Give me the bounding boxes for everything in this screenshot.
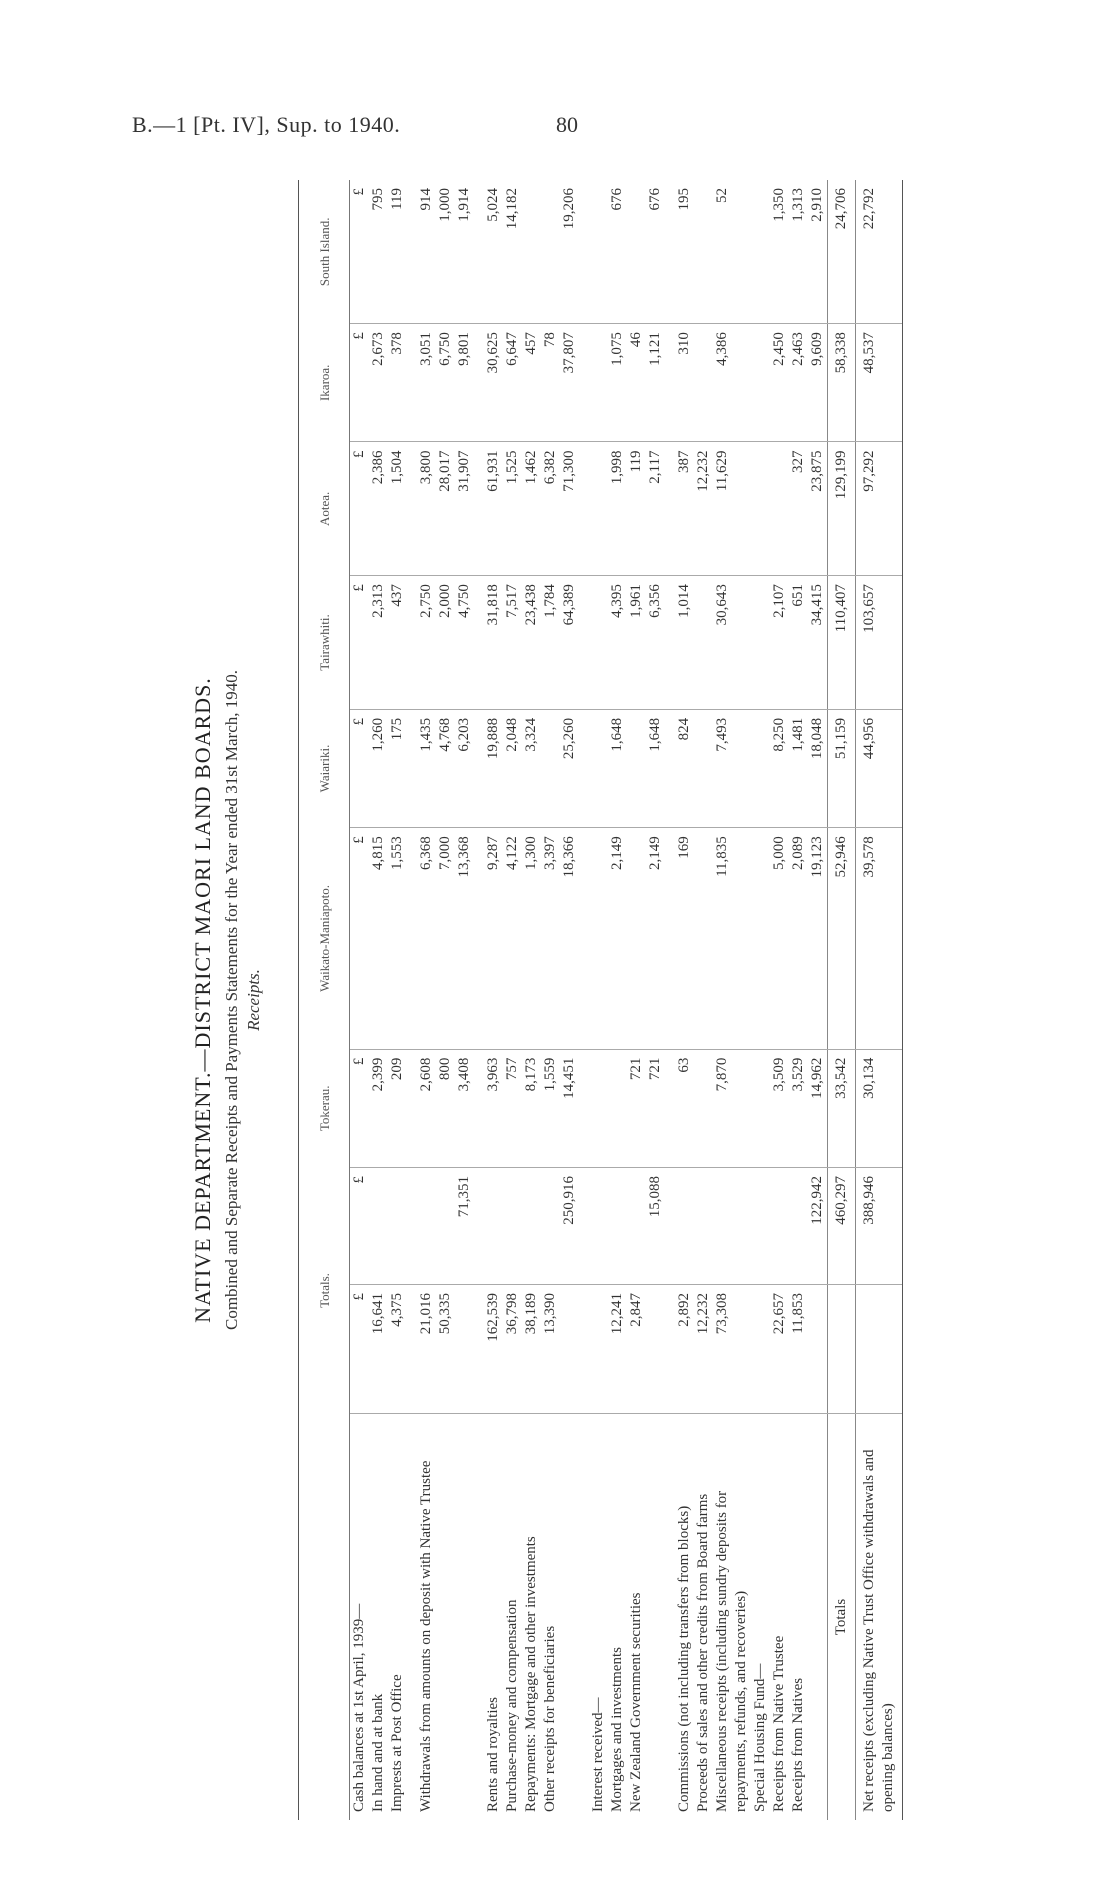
cell: 6,382 xyxy=(541,442,560,576)
row-label: Totals xyxy=(828,1414,856,1821)
cell: 6,750 xyxy=(436,324,455,442)
cell: 1,648 xyxy=(608,709,627,827)
cell xyxy=(369,1168,388,1285)
cell: 3,800 xyxy=(417,442,436,576)
cell xyxy=(541,180,560,324)
col-waikato: Waikato-Maniapoto. xyxy=(299,828,350,1049)
cell: 37,807 xyxy=(560,324,579,442)
page-number: 80 xyxy=(556,112,578,137)
cell: 1,313 xyxy=(789,180,808,324)
cell: 2,107 xyxy=(770,576,789,710)
housing-head: Special Housing Fund— xyxy=(752,1663,768,1812)
table-row xyxy=(770,180,789,1820)
cell: 914 xyxy=(417,180,436,324)
cell: 52 xyxy=(713,180,751,324)
col-tairawhiti: Tairawhiti. xyxy=(299,576,350,710)
cell: 44,956 xyxy=(856,709,903,827)
cell: 824 xyxy=(675,709,694,827)
cell: 9,609 xyxy=(808,324,828,442)
cell: 162,539 xyxy=(484,1285,503,1414)
cell: 1,014 xyxy=(675,576,694,710)
cell: 11,853 xyxy=(789,1285,808,1414)
section-head-row xyxy=(589,180,608,1820)
row-label: Repayments: Mortgage and other investments xyxy=(523,1536,539,1812)
section-title: Receipts. xyxy=(244,969,263,1031)
cell: 21,016 xyxy=(417,1285,436,1414)
subtotal: 250,916 xyxy=(560,1168,579,1285)
cell: 676 xyxy=(608,180,627,324)
cell: 61,931 xyxy=(484,442,503,576)
cell: 6,356 xyxy=(646,576,665,710)
table-row xyxy=(675,180,694,1820)
cell: 9,287 xyxy=(484,828,503,1049)
cell xyxy=(608,1049,627,1167)
currency-symbol: £ xyxy=(350,442,370,576)
cell: 39,578 xyxy=(856,828,903,1049)
totals-row xyxy=(828,180,856,1820)
cell: 119 xyxy=(627,442,646,576)
cell xyxy=(541,709,560,827)
cell: 1,504 xyxy=(388,442,407,576)
cell: 16,641 xyxy=(369,1285,388,1414)
cell xyxy=(627,180,646,324)
table-row xyxy=(503,180,522,1820)
cell: 8,250 xyxy=(770,709,789,827)
cell: 31,907 xyxy=(455,442,474,576)
cell: 3,529 xyxy=(789,1049,808,1167)
table-row xyxy=(417,180,436,1820)
document-subtitle: Combined and Separate Receipts and Payments Statements for the Year ended 31st March, 1940. xyxy=(222,669,241,1331)
currency-symbol: £ xyxy=(350,1168,370,1285)
row-label: Miscellaneous receipts (including sundry deposits for repayments, refunds, and recoveries) xyxy=(714,1490,749,1812)
table-row xyxy=(484,180,503,1820)
cell: 2,000 xyxy=(436,576,455,710)
cell xyxy=(417,1168,436,1285)
cell: 387 xyxy=(675,442,694,576)
cell: 378 xyxy=(388,324,407,442)
cell: 1,462 xyxy=(522,442,541,576)
cell: 14,451 xyxy=(560,1049,579,1167)
cell: 721 xyxy=(627,1049,646,1167)
cell: 8,173 xyxy=(522,1049,541,1167)
cell: 12,241 xyxy=(608,1285,627,1414)
cell: 209 xyxy=(388,1049,407,1167)
subtotal-row xyxy=(560,180,579,1820)
cell: 310 xyxy=(675,324,694,442)
cell: 22,657 xyxy=(770,1285,789,1414)
cell: 110,407 xyxy=(828,576,856,710)
row-label: New Zealand Government securities xyxy=(628,1592,644,1812)
cell: 46 xyxy=(627,324,646,442)
document-title: NATIVE DEPARTMENT.—DISTRICT MAORI LAND BOARDS. xyxy=(190,677,215,1323)
table-row xyxy=(522,180,541,1820)
cell: 11,835 xyxy=(713,828,751,1049)
currency-symbol: £ xyxy=(350,1285,370,1414)
cell: 129,199 xyxy=(828,442,856,576)
cell: 2,149 xyxy=(646,828,665,1049)
cell: 1,300 xyxy=(522,828,541,1049)
cell: 3,397 xyxy=(541,828,560,1049)
cell: 1,481 xyxy=(789,709,808,827)
row-label: Purchase-money and compensation xyxy=(504,1599,520,1812)
cell: 25,260 xyxy=(560,709,579,827)
cell: 1,961 xyxy=(627,576,646,710)
cell: 4,386 xyxy=(713,324,751,442)
page-header xyxy=(132,112,592,138)
cell: 103,657 xyxy=(856,576,903,710)
cell: 1,000 xyxy=(436,180,455,324)
cell xyxy=(694,324,713,442)
cell: 4,815 xyxy=(369,828,388,1049)
subtotal-row xyxy=(646,180,665,1820)
cell: 651 xyxy=(789,576,808,710)
cell: 3,051 xyxy=(417,324,436,442)
cell: 327 xyxy=(789,442,808,576)
cell: 5,024 xyxy=(484,180,503,324)
subtotal: 15,088 xyxy=(646,1168,665,1285)
row-label: Proceeds of sales and other credits from Board farms xyxy=(695,1493,711,1812)
cell: 7,000 xyxy=(436,828,455,1049)
row-label: In hand and at bank xyxy=(370,1693,386,1812)
cell: 14,962 xyxy=(808,1049,828,1167)
currency-row xyxy=(350,180,370,1820)
cell: 34,415 xyxy=(808,576,828,710)
subtotal-row xyxy=(455,180,474,1820)
cell: 19,123 xyxy=(808,828,828,1049)
cell xyxy=(694,709,713,827)
cell: 757 xyxy=(503,1049,522,1167)
cell: 19,206 xyxy=(560,180,579,324)
cell: 38,189 xyxy=(522,1285,541,1414)
cell: 721 xyxy=(646,1049,665,1167)
col-ikaroa: Ikaroa. xyxy=(299,324,350,442)
currency-symbol: £ xyxy=(350,828,370,1049)
cell: 13,368 xyxy=(455,828,474,1049)
cell: 437 xyxy=(388,576,407,710)
cell: 51,159 xyxy=(828,709,856,827)
cell: 31,818 xyxy=(484,576,503,710)
cell: 22,792 xyxy=(856,180,903,324)
cell: 18,366 xyxy=(560,828,579,1049)
cell: 4,395 xyxy=(608,576,627,710)
cell: 24,706 xyxy=(828,180,856,324)
row-label: Withdrawals from amounts on deposit with Native Trustee xyxy=(418,1460,434,1812)
cell: 1,648 xyxy=(646,709,665,827)
cell xyxy=(627,828,646,1049)
cell xyxy=(694,828,713,1049)
table-row xyxy=(627,180,646,1820)
cell: 52,946 xyxy=(828,828,856,1049)
row-label: Net receipts (excluding Native Trust Office withdrawals and opening balances) xyxy=(856,1414,903,1821)
cell: 1,075 xyxy=(608,324,627,442)
currency-symbol: £ xyxy=(350,1049,370,1167)
cell: 12,232 xyxy=(694,1285,713,1414)
col-tokerau: Tokerau. xyxy=(299,1049,350,1167)
row-label: Imprests at Post Office xyxy=(389,1674,405,1812)
cell: 2,386 xyxy=(369,442,388,576)
cell: 676 xyxy=(646,180,665,324)
cell: 6,368 xyxy=(417,828,436,1049)
subtotal: 122,942 xyxy=(808,1168,828,1285)
cell: 33,542 xyxy=(828,1049,856,1167)
cell xyxy=(388,1168,407,1285)
col-south: South Island. xyxy=(299,180,350,324)
currency-symbol: £ xyxy=(350,180,370,324)
interest-head: Interest received— xyxy=(590,1697,606,1812)
section-head-row xyxy=(751,180,770,1820)
table-row xyxy=(694,180,713,1820)
cash-head: Cash balances at 1st April, 1939— xyxy=(351,1603,367,1812)
cell: 48,537 xyxy=(856,324,903,442)
row-label: Mortgages and investments xyxy=(609,1647,625,1812)
cell: 2,892 xyxy=(675,1285,694,1414)
table-row xyxy=(789,180,808,1820)
cell: 3,408 xyxy=(455,1049,474,1167)
col-totals: Totals. xyxy=(299,1168,350,1414)
cell: 64,389 xyxy=(560,576,579,710)
cell: 1,559 xyxy=(541,1049,560,1167)
row-label: Other receipts for beneficiaries xyxy=(542,1625,558,1812)
cell: 63 xyxy=(675,1049,694,1167)
col-waiariki: Waiariki. xyxy=(299,709,350,827)
subtotal-row xyxy=(808,180,828,1820)
cell xyxy=(694,180,713,324)
cell: 2,910 xyxy=(808,180,828,324)
receipts-table xyxy=(298,180,903,1820)
cell: 1,350 xyxy=(770,180,789,324)
subtotal: 71,351 xyxy=(455,1168,474,1285)
grand-total: 460,297 xyxy=(828,1168,856,1285)
cell xyxy=(694,576,713,710)
row-label: Receipts from Natives xyxy=(790,1677,806,1812)
cell: 11,629 xyxy=(713,442,751,576)
table-row xyxy=(369,180,388,1820)
cell: 58,338 xyxy=(828,324,856,442)
cell: 4,750 xyxy=(455,576,474,710)
cell: 2,117 xyxy=(646,442,665,576)
cell: 1,121 xyxy=(646,324,665,442)
report-reference: B.—1 [Pt. IV], Sup. to 1940. xyxy=(132,112,401,137)
cell: 169 xyxy=(675,828,694,1049)
cell: 119 xyxy=(388,180,407,324)
cell: 3,324 xyxy=(522,709,541,827)
cell: 2,847 xyxy=(627,1285,646,1414)
cell: 1,553 xyxy=(388,828,407,1049)
cell: 1,998 xyxy=(608,442,627,576)
cell: 23,875 xyxy=(808,442,828,576)
cell xyxy=(522,180,541,324)
cell: 3,963 xyxy=(484,1049,503,1167)
row-label: Commissions (not including transfers from blocks) xyxy=(676,1505,692,1812)
title-block xyxy=(190,180,264,1820)
rotated-statement xyxy=(180,180,1000,1820)
cell: 7,493 xyxy=(713,709,751,827)
col-aotea: Aotea. xyxy=(299,442,350,576)
cell: 14,182 xyxy=(503,180,522,324)
cell: 78 xyxy=(541,324,560,442)
cell: 1,435 xyxy=(417,709,436,827)
cell: 175 xyxy=(388,709,407,827)
cell: 795 xyxy=(369,180,388,324)
cell: 30,625 xyxy=(484,324,503,442)
cell: 71,300 xyxy=(560,442,579,576)
header-row xyxy=(299,180,350,1820)
cell: 6,647 xyxy=(503,324,522,442)
cell: 13,390 xyxy=(541,1285,560,1414)
cell: 97,292 xyxy=(856,442,903,576)
table-row xyxy=(541,180,560,1820)
cell: 4,122 xyxy=(503,828,522,1049)
cell: 2,399 xyxy=(369,1049,388,1167)
cell: 2,673 xyxy=(369,324,388,442)
cell: 30,134 xyxy=(856,1049,903,1167)
currency-symbol: £ xyxy=(350,576,370,710)
cell: 195 xyxy=(675,180,694,324)
cell: 9,801 xyxy=(455,324,474,442)
cell: 23,438 xyxy=(522,576,541,710)
row-label: Rents and royalties xyxy=(485,1697,501,1812)
cell xyxy=(436,1168,455,1285)
table-row xyxy=(436,180,455,1820)
cell: 2,463 xyxy=(789,324,808,442)
cell: 12,232 xyxy=(694,442,713,576)
cell: 2,608 xyxy=(417,1049,436,1167)
cell: 50,335 xyxy=(436,1285,455,1414)
cell: 30,643 xyxy=(713,576,751,710)
cell: 18,048 xyxy=(808,709,828,827)
currency-symbol: £ xyxy=(350,709,370,827)
col-label xyxy=(299,1414,350,1821)
cell: 7,870 xyxy=(713,1049,751,1167)
cell: 7,517 xyxy=(503,576,522,710)
net-receipts-row xyxy=(856,180,903,1820)
currency-symbol: £ xyxy=(350,324,370,442)
cell: 457 xyxy=(522,324,541,442)
net-total: 388,946 xyxy=(856,1168,903,1285)
cell: 2,048 xyxy=(503,709,522,827)
cell: 6,203 xyxy=(455,709,474,827)
cell: 1,525 xyxy=(503,442,522,576)
cell: 800 xyxy=(436,1049,455,1167)
table-row xyxy=(608,180,627,1820)
cell: 1,260 xyxy=(369,709,388,827)
cell: 4,375 xyxy=(388,1285,407,1414)
cell: 1,914 xyxy=(455,180,474,324)
cell: 2,149 xyxy=(608,828,627,1049)
cell: 3,509 xyxy=(770,1049,789,1167)
cell: 36,798 xyxy=(503,1285,522,1414)
cell: 2,450 xyxy=(770,324,789,442)
cell: 28,017 xyxy=(436,442,455,576)
table-row xyxy=(388,180,407,1820)
cell: 5,000 xyxy=(770,828,789,1049)
cell: 19,888 xyxy=(484,709,503,827)
cell: 2,313 xyxy=(369,576,388,710)
cell: 73,308 xyxy=(713,1285,751,1414)
cell: 1,784 xyxy=(541,576,560,710)
cell xyxy=(770,442,789,576)
cell xyxy=(694,1049,713,1167)
cell: 2,750 xyxy=(417,576,436,710)
cell: 2,089 xyxy=(789,828,808,1049)
cell xyxy=(627,709,646,827)
cell: 4,768 xyxy=(436,709,455,827)
table-row xyxy=(713,180,751,1820)
row-label: Receipts from Native Trustee xyxy=(771,1635,787,1812)
